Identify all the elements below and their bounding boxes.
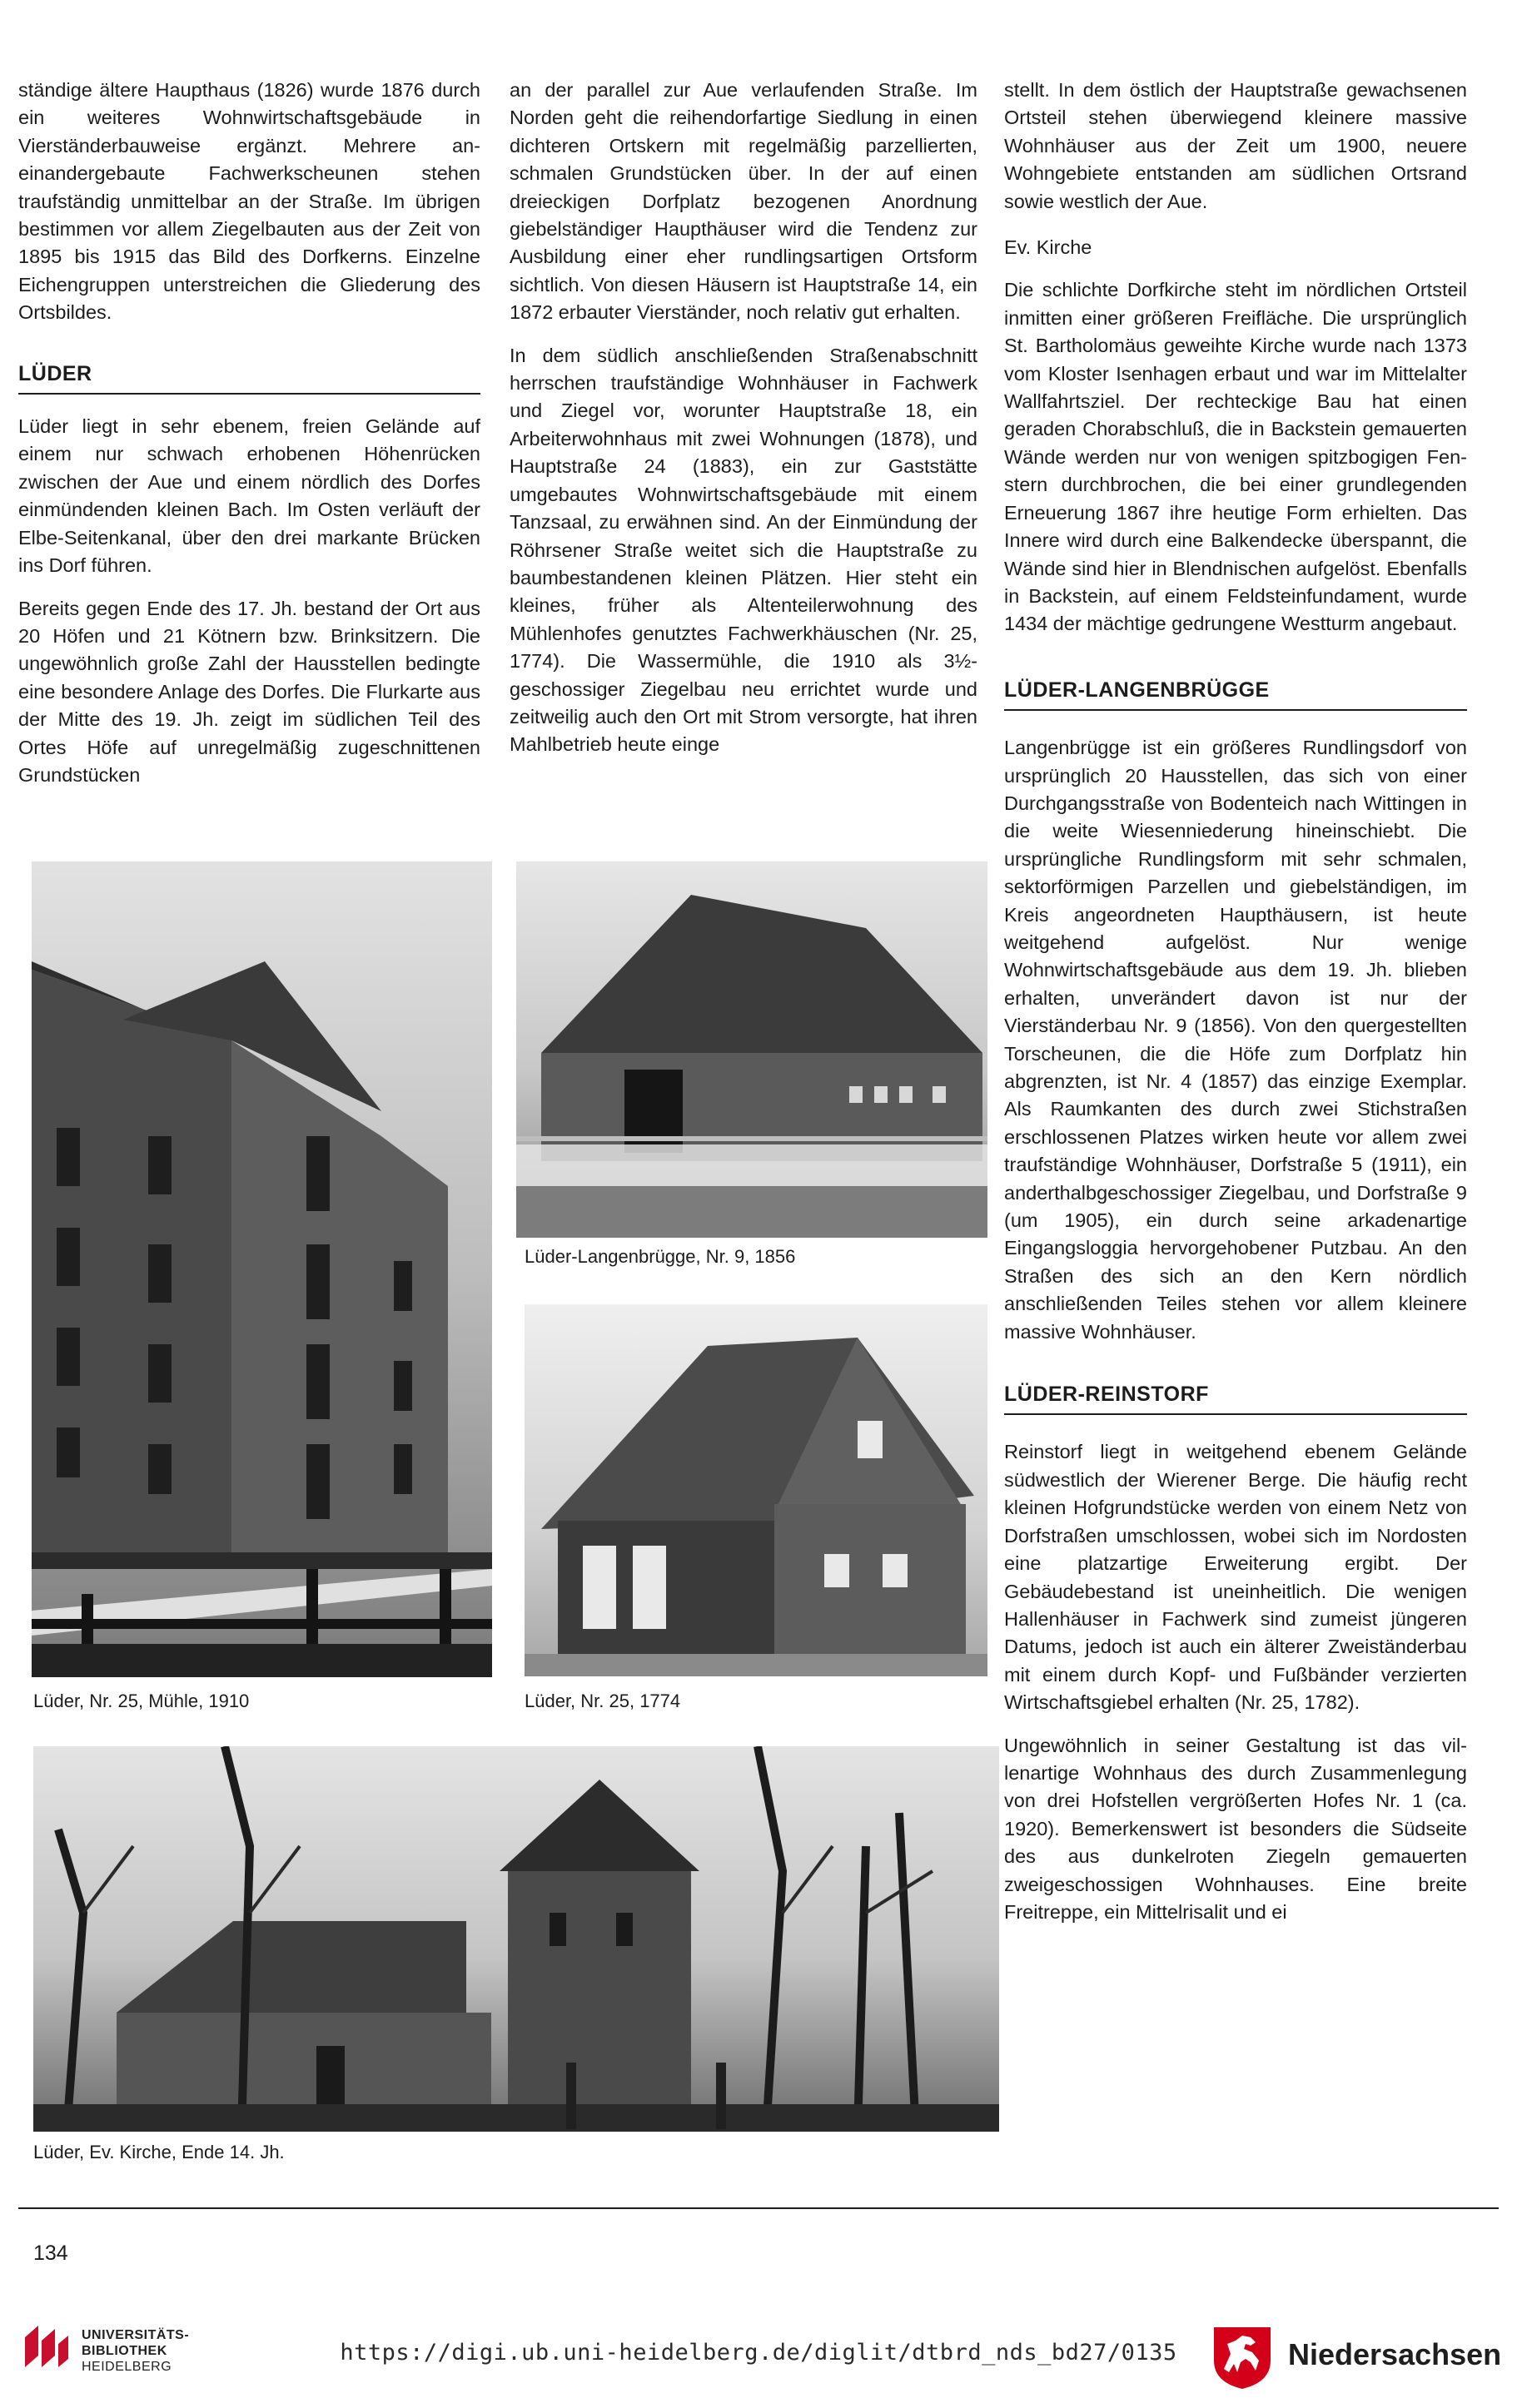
caption-nr25: Lüder, Nr. 25, 1774 — [525, 1691, 681, 1711]
paragraph: Reinstorf liegt in weitgehend ebenem Gelände südwestlich der Wierener Berge. Die häufig recht kleinen Hofgrundstücke werden von einem Netz von Dorfstraßen umschlossen, wobei sich im Nordosten eine platzartige Erweiterung ergibt. Der Gebäudebestand ist uneinheitlich. Die wenigen Hallenhäuser in Fachwerk sind zumeist jüngeren Datums, jedoch ist auch ein älterer Zweiständerbau mit einem durch Kopf- und Fußbänder verzierten Wirtschaftsgiebel erhalten (Nr. 25, 1782). — [1004, 1441, 1467, 1714]
paragraph: stellt. In dem östlich der Hauptstraße gewachsenen Ortsteil stehen überwiegend kleinere massive Wohnhäuser aus der Zeit um 1900, neuere Wohngebiete entstanden am südlichen Ortsrand sowie westlich der Aue. — [1004, 79, 1467, 212]
photo-langenbruegge — [516, 861, 987, 1238]
photo-kirche — [33, 1746, 999, 2132]
caption-muehle: Lüder, Nr. 25, Mühle, 1910 — [33, 1691, 250, 1711]
caption-langenbruegge: Lüder-Langenbrügge, Nr. 9, 1856 — [525, 1246, 796, 1267]
footer-bar — [0, 2287, 1517, 2408]
paragraph: Lüder liegt in sehr ebenem, freien Gelände auf einem nur schwach erhobenen Höhenrücken zwischen der Aue und einem nördlich des Dorfes einmündenden kleinen Bach. Im Osten verläuft der Elbe-Seitenkanal, über den drei markante Brücken ins Dorf führen. — [18, 415, 480, 577]
paragraph: Bereits gegen Ende des 17. Jh. bestand der Ort aus 20 Höfen und 21 Kötnern bzw. Brinksitzern. Die ungewöhnlich große Zahl der Hausstellen bedingte eine besondere Anlage des Dorfes. Die Flurkarte aus der Mitte des 19. Jh. zeigt im südlichen Teil des Ortes Höfe auf unregelmäßig zugeschnittenen Grundstücken — [18, 597, 480, 786]
paragraph: Langenbrügge ist ein größeres Rundlingsdorf von ursprünglich 20 Hausstellen, das sich von einer Durchgangsstraße von Bodenteich nach Wittingen in die weite Wiesenniederung hineinschiebt. Die ursprüngliche Rundlingsform mit sehr schmalen, sektorförmigen Parzellen und giebelständigen, im Kreis angeordneten Haupthäusern, ist heute weitgehend aufgelöst. Nur wenige Wohnwirtschaftsgebäude aus dem 19. Jh. blieben erhalten, unverändert davon ist nur der Vierständerbau Nr. 9 (1856). Von den quergestellten Torscheunen, die die Höfe zum Dorfplatz hin abgrenzten, ist Nr. 4 (1857) das einzige Exemplar. Als Raumkanten des durch zwei Stichstraßen erschlossenen Platzes wirken heute vor allem zwei traufständige Wohnhäuser, Dorfstraße 5 (1911), ein anderthalbgeschossiger Ziegelbau, und Dorfstraße 9 (um 1905), ein durch seine arkadenartige Eingangsloggia hervorgehobener Putzbau. An den Straßen des sich an den Kern nördlich anschließenden Teiles stehen vor allem kleinere massive Wohnhäuser. — [1004, 737, 1467, 1343]
university-name-line1: UNIVERSITÄTS- — [82, 2328, 190, 2342]
section-heading-langenbruegge: LÜDER-LANGENBRÜGGE — [1004, 677, 1467, 711]
source-url-link[interactable]: https://digi.ub.uni-heidelberg.de/diglit/dtbrd_nds_bd27/0135 — [340, 2340, 1177, 2366]
section-heading-lueder: LÜDER — [18, 360, 480, 395]
page-number: 134 — [33, 2242, 68, 2265]
paragraph: Ungewöhnlich in seiner Gestaltung ist das villenartige Wohnhaus des durch Zusammenlegung von drei Hofstellen vergrößerten Hofes Nr. 1 (ca. 1920). Bemerkenswert ist besonders die Südseite des aus dunkelroten Ziegeln gemauerten zweigeschossigen Wohnhauses. Eine breite Freitreppe, ein Mittelrisalit und ei — [1004, 1734, 1467, 1923]
caption-kirche: Lüder, Ev. Kirche, Ende 14. Jh. — [33, 2142, 285, 2162]
text-column-right — [1004, 77, 1467, 1941]
paragraph-intro: ständige ältere Haupthaus (1826) wurde 1876 durch ein weiteres Wohnwirtschaftsgebäude in Vierständerbauweise ergänzt. Mehrere aneinandergebaute Fachwerkscheunen stehen traufständig unmittelbar an der Straße. Im übrigen bestimmen vor allem Ziegelbauten aus der Zeit von 1895 bis 1915 das Bild des Dorfkerns. Einzelne Eichengruppen unterstreichen die Gliederung des Ortsbildes. — [18, 79, 480, 324]
paragraph: In dem südlich anschließenden Straßenabschnitt herrschen traufständige Wohnhäuser in Fachwerk und Ziegel vor, worunter Hauptstraße 18, ein Arbeiterwohnhaus mit zwei Wohnungen (1878), und Hauptstraße 24 (1883), ein zur Gaststätte umgebautes Wohnwirtschaftsgebäude mit einem Tanzsaal, zu erwähnen sind. An der Einmündung der Röhrsener Straße weitet sich die Hauptstraße zu baumbestandenen kleinen Plätzen. Hier steht ein kleines, früher als Altenteilerwohnung des Mühlenhofes genutztes Fachwerkhäuschen (Nr. 25, 1774). Die Wassermühle, die 1910 als 3½-geschossiger Ziegelbau neu errichtet wurde und zeitweilig auch den Ort mit Strom versorgte, hat ihren Mahlbetrieb heute einge — [510, 344, 977, 756]
subheading-ev-kirche: Ev. Kirche — [1004, 236, 1092, 259]
bottom-rule — [18, 2207, 1499, 2209]
niedersachsen-horse-logo-icon — [1209, 2324, 1276, 2395]
text-column-left — [18, 77, 480, 804]
university-name-line3: HEIDELBERG — [82, 2360, 172, 2374]
paragraph: Die schlichte Dorfkirche steht im nördlichen Ortsteil inmitten einer größeren Freifläche. Die ursprünglich St. Bartholomäus geweihte Kirche wurde nach 1373 vom Kloster Isenhagen erbaut und war im Mittelalter Wallfahrtsziel. Der rechteckige Bau hat einen geraden Chorabschluß, die in Backstein gemauerten Wände werden nur von wenigen spitzbogigen Fenstern durchbrochen, die bei einer grundlegenden Erneuerung 1867 ihre heutige Form erhielten. Das Innere wird durch eine Balkendecke überspannt, die Wände sind hier in Blendnischen aufgelöst. Ebenfalls in Backstein, auf einem Feldsteinfundament, wurde 1434 der mächtige gedrungene Westturm angebaut. — [1004, 279, 1467, 635]
state-name: Niedersachsen — [1288, 2337, 1502, 2371]
photo-muehle — [32, 861, 492, 1677]
photo-nr25 — [525, 1304, 987, 1676]
section-heading-reinstorf: LÜDER-REINSTORF — [1004, 1381, 1467, 1415]
text-column-middle — [510, 77, 977, 774]
university-name-line2: BIBLIOTHEK — [82, 2344, 167, 2358]
paragraph: an der parallel zur Aue verlaufenden Straße. Im Norden geht die reihendorfartige Siedlung in einen dichteren Ortskern mit regelmäßig parzellierten, schmalen Grundstücken über. In der auf einen dreieckigen Dorfplatz bezogenen Anordnung giebelständiger Haupthäuser wird die Tendenz zur Ausbildung einer eher rundlingsartigen Ortsform sichtlich. Von diesen Häusern ist Hauptstraße 14, ein 1872 erbauter Vierständer, noch relativ gut erhalten. — [510, 79, 977, 324]
